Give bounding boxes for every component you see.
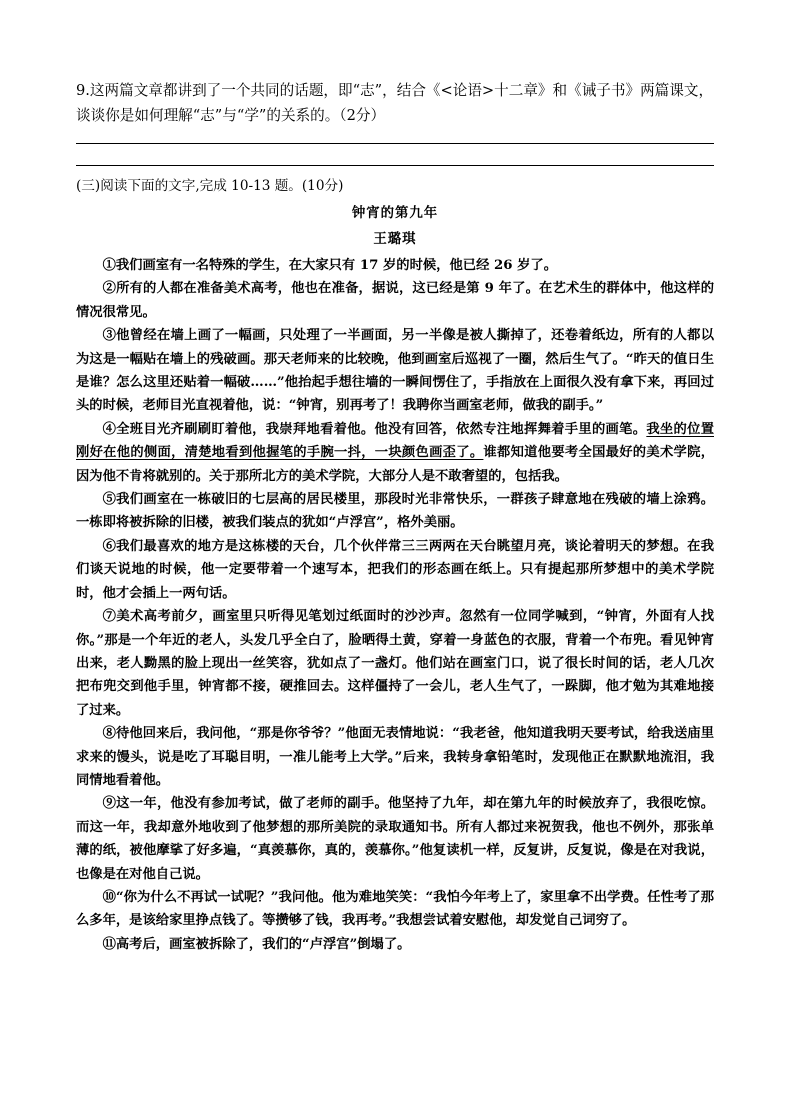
section-3-instruction: (三)阅读下面的文字,完成 10-13 题。(10分): [76, 178, 344, 194]
paragraph-10: ⑩“你为什么不再试一试呢？”我问他。他为难地笑笑：“我怕今年考上了，家里拿不出学费。任性考了那么多年，是该给家里挣点钱了。等攒够了钱，我再考。”我想尝试着安慰他，却发觉自己词穷了。: [76, 889, 714, 929]
paragraph-5: ⑤我们画室在一栋破旧的七层高的居民楼里，那段时光非常快乐，一群孩子肆意地在残破的墙上涂鸦。一栋即将被拆除的旧楼，被我们装点的犹如“卢浮宫”，格外美丽。: [76, 492, 714, 531]
paragraph-3: ③他曾经在墙上画了一幅画，只处理了一半画面，另一半像是被人撕掉了，还卷着纸边，所有的人都以为这是一幅贴在墙上的残破画。那天老师来的比较晚，他到画室后巡视了一圈，然后生气了。“昨天的值日生是谁？怎么这里还贴着一幅破……”他抬起手想往墙的一瞬间愣住了，手指放在上面很久没有拿下来，再回过头的时候，老师目光直视着他，说：“钟宵，别再考了！我聘你当画室老师，做我的副手。”: [76, 328, 714, 414]
answer-line-1: [76, 143, 714, 144]
paragraph-2: ②所有的人都在准备美术高考，他也在准备，据说，这已经是第 9 年了。在艺术生的群体中，他这样的情况很常见。: [76, 281, 714, 320]
answer-line-2: [76, 165, 714, 166]
paragraph-4-part-a: ④全班目光齐刷刷盯着他，我崇拜地看着他。他没有回答，依然专注地挥舞着手里的画笔。: [102, 421, 647, 437]
paragraph-9: ⑨这一年，他没有参加考试，做了老师的副手。他坚持了九年，却在第九年的时候放弃了，我很吃惊。而这一年，我却意外地收到了他梦想的那所美院的录取通知书。所有人都过来祝贺我，他也不例外，那张单薄的纸，被他摩挲了好多遍，“真羡慕你，真的，羡慕你。”他复读机一样，反复讲，反复说，像是在对我说，也像是在对他自己说。: [76, 796, 714, 882]
paragraph-4-underlined-sentence: 我坐的位置刚好在他的侧面，清楚地看到他握笔的手腕一抖，一块颜色画歪了。: [76, 421, 714, 461]
paragraph-6: ⑥我们最喜欢的地方是这栋楼的天台，几个伙伴常三三两两在天台眺望月亮，谈论着明天的梦想。在我们谈天说地的时候，他一定要带着一个速写本，把我们的形态画在纸上。只有提起那所梦想中的美术学院时，他才会插上一两句话。: [76, 538, 714, 601]
page-content: [76, 78, 714, 956]
article-title: 钟宵的第九年: [351, 205, 439, 221]
paragraph-4: [76, 418, 714, 488]
paragraph-8: ⑧待他回来后，我问他，“那是你爷爷？”他面无表情地说：“我老爸，他知道我明天要考试，给我送庙里求来的馒头，说是吃了耳聪目明，一准儿能考上大学。”后来，我转身拿铅笔时，发现他正在默默地流泪，我同情地看着他。: [76, 726, 714, 788]
paragraph-11: ⑪高考后，画室被拆除了，我们的“卢浮宫”倒塌了。: [102, 936, 411, 952]
question-9-text: 9.这两篇文章都讲到了一个共同的话题，即“志”，结合《<论语>十二章》和《诫子书》两篇课文，谈谈你是如何理解“志”与“学”的关系的。（2分）: [76, 82, 714, 124]
paragraph-7: ⑦美术高考前夕，画室里只听得见笔划过纸面时的沙沙声。忽然有一位同学喊到，“钟宵，外面有人找你。”那是一个年近的老人，头发几乎全白了，脸晒得土黄，穿着一身蓝色的衣服，背着一个布兜。看见钟宵出来，老人黝黑的脸上现出一丝笑容，犹如点了一盏灯。他们站在画室门口，说了很长时间的话，老人几次把布兜交到他手里，钟宵都不接，硬推回去。这样僵持了一会儿，老人生气了，一跺脚，他才勉为其难地接了过来。: [76, 609, 714, 718]
paragraph-1: ①我们画室有一名特殊的学生，在大家只有 17 岁的时候，他已经 26 岁了。: [102, 258, 558, 273]
paragraph-4-part-b: 谁都知道他要考全国最好的美术学院，因为他不肯将就别的。关于那所北方的美术学院，大部分人是不敢奢望的，包括我。: [76, 445, 715, 484]
article-author: 王璐琪: [373, 231, 417, 247]
